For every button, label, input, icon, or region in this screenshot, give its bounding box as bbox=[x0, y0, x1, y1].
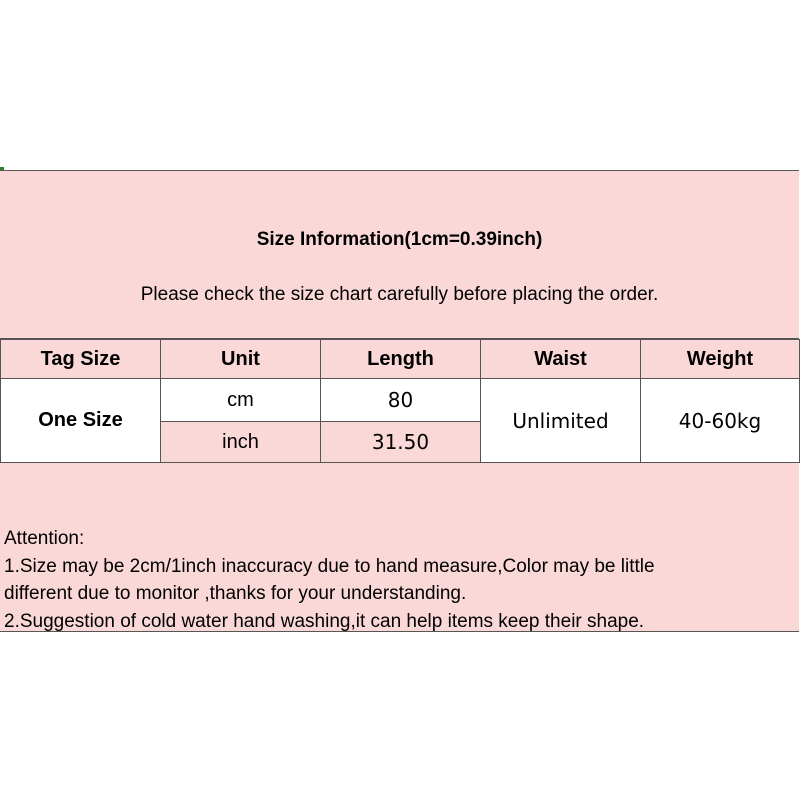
size-chart-sheet bbox=[0, 170, 799, 632]
tag-size-cell: One Size bbox=[1, 379, 161, 463]
table-header-row bbox=[1, 340, 800, 379]
attention-line: different due to monitor ,thanks for your understanding. bbox=[4, 583, 467, 604]
weight-cell: 40-60kg bbox=[641, 379, 800, 463]
size-table bbox=[0, 339, 800, 463]
attention-section bbox=[0, 463, 799, 631]
length-cell: 31.50 bbox=[321, 422, 481, 463]
attention-line: 1.Size may be 2cm/1inch inaccuracy due to hand measure,Color may be little bbox=[4, 555, 655, 577]
header-weight: Weight bbox=[641, 340, 800, 379]
header-tag-size: Tag Size bbox=[1, 340, 161, 379]
check-size-notice: Please check the size chart carefully before placing the order. bbox=[140, 284, 659, 305]
size-information-title: Size Information(1cm=0.39inch) bbox=[256, 229, 543, 250]
unit-cell: cm bbox=[161, 379, 321, 422]
attention-heading: Attention: bbox=[4, 528, 85, 549]
header-waist: Waist bbox=[481, 340, 641, 379]
attention-line: 2.Suggestion of cold water hand washing,it can help items keep their shape. bbox=[4, 610, 645, 632]
length-cell: 80 bbox=[321, 379, 481, 422]
unit-cell: inch bbox=[161, 422, 321, 463]
header-length: Length bbox=[321, 340, 481, 379]
attention-text bbox=[4, 525, 794, 635]
notice-row bbox=[0, 255, 799, 339]
waist-cell: Unlimited bbox=[481, 379, 641, 463]
title-row bbox=[0, 171, 799, 256]
table-row bbox=[1, 379, 800, 422]
header-unit: Unit bbox=[161, 340, 321, 379]
